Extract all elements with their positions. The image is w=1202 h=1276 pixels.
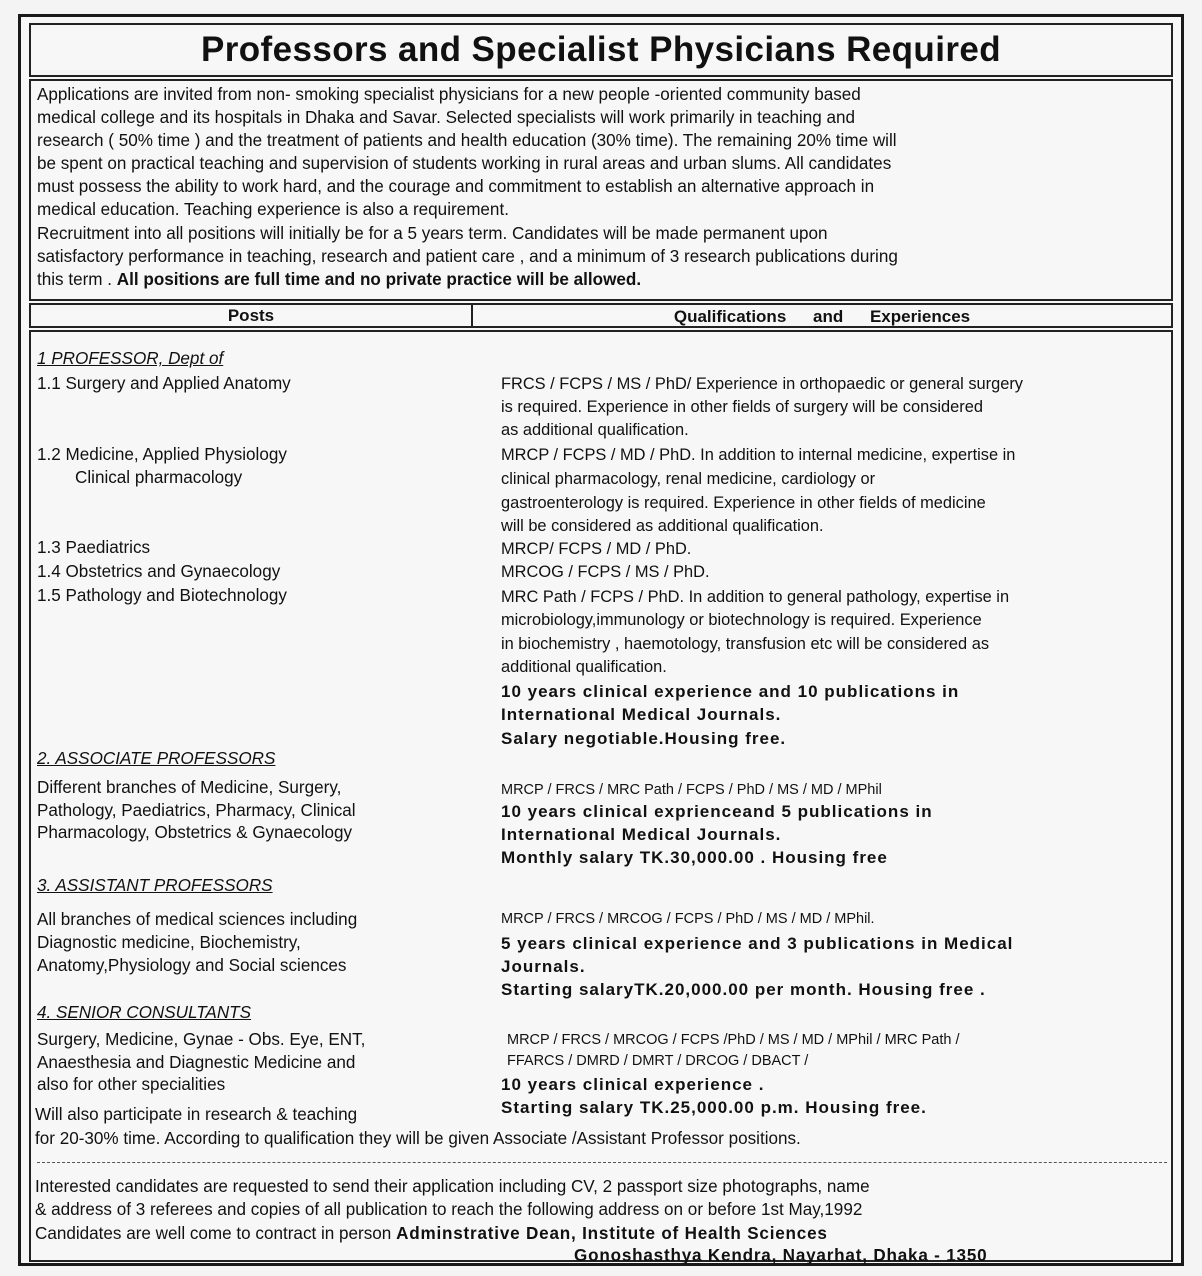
senior-note-1: Will also participate in research & teaching: [35, 1105, 358, 1124]
qual-surgery-3: as additional qualification.: [501, 421, 689, 439]
intro-line-last: [37, 268, 1165, 291]
assistant-posts-2: Diagnostic medicine, Biochemistry,: [37, 933, 301, 952]
title-box: [29, 23, 1173, 77]
assistant-posts-1: All branches of medical sciences including: [37, 910, 358, 929]
footer-address-1: Adminstrative Dean, Institute of Health Sciences: [396, 1224, 828, 1243]
assistant-requirement-2: Journals.: [501, 957, 586, 976]
assistant-posts-3: Anatomy,Physiology and Social sciences: [37, 956, 347, 975]
advertisement-frame: [18, 14, 1184, 1266]
senior-note-2: for 20-30% time. According to qualification they will be given Associate /Assistant Professor positions.: [35, 1129, 801, 1148]
table-header: [29, 303, 1173, 328]
footer-divider: [37, 1162, 1167, 1163]
post-obstetrics: 1.4 Obstetrics and Gynaecology: [37, 562, 281, 581]
associate-requirement-2: International Medical Journals.: [501, 825, 782, 844]
associate-requirement-1: 10 years clinical exprienceand 5 publications in: [501, 802, 933, 821]
qual-pathology-1: MRC Path / FCPS / PhD. In addition to general pathology, expertise in: [501, 588, 1010, 606]
qual-pathology-3: in biochemistry , haemotology, transfusion etc will be considered as: [501, 635, 990, 653]
associate-posts-3: Pharmacology, Obstetrics & Gynaecology: [37, 823, 353, 842]
qual-pathology-4: additional qualification.: [501, 658, 667, 676]
professor-heading: 1 PROFESSOR, Dept of: [37, 349, 224, 368]
qual-medicine-3: gastroenterology is required. Experience in other fields of medicine: [501, 494, 986, 512]
intro-term: this term .: [37, 269, 117, 289]
senior-heading: 4. SENIOR CONSULTANTS: [37, 1003, 252, 1022]
intro-paragraph: [29, 79, 1173, 301]
assistant-salary: Starting salaryTK.20,000.00 per month. Housing free .: [501, 980, 986, 999]
senior-posts-3: also for other specialities: [37, 1075, 226, 1094]
senior-qual-1: MRCP / FRCS / MRCOG / FCPS /PhD / MS / MD / MPhil / MRC Path /: [507, 1032, 960, 1048]
assistant-qual: MRCP / FRCS / MRCOG / FCPS / PhD / MS / MD / MPhil.: [501, 911, 875, 927]
qual-pathology-2: microbiology,immunology or biotechnology is required. Experience: [501, 611, 982, 629]
professor-salary: Salary negotiable.Housing free.: [501, 729, 787, 748]
footer-address-2: Gonoshasthya Kendra, Nayarhat, Dhaka - 1350: [574, 1246, 988, 1265]
senior-qual-2: FFARCS / DMRD / DMRT / DRCOG / DBACT /: [507, 1053, 809, 1069]
associate-posts-2: Pathology, Paediatrics, Pharmacy, Clinical: [37, 801, 356, 820]
senior-posts-1: Surgery, Medicine, Gynae - Obs. Eye, ENT,: [37, 1030, 366, 1049]
qual-medicine-2: clinical pharmacology, renal medicine, cardiology or: [501, 470, 876, 488]
assistant-requirement-1: 5 years clinical experience and 3 publications in Medical: [501, 934, 1014, 953]
associate-salary: Monthly salary TK.30,000.00 . Housing free: [501, 848, 888, 867]
post-pathology: 1.5 Pathology and Biotechnology: [37, 586, 287, 605]
senior-salary: Starting salary TK.25,000.00 p.m. Housing free.: [501, 1098, 927, 1117]
intro-line: medical education. Teaching experience is also a requirement.: [37, 200, 509, 220]
senior-requirement-1: 10 years clinical experience .: [501, 1075, 765, 1094]
professor-requirement-2: International Medical Journals.: [501, 705, 782, 724]
qualifications-header: Qualifications and Experiences: [673, 307, 971, 326]
qual-medicine-4: will be considered as additional qualification.: [501, 517, 824, 535]
associate-qual: MRCP / FRCS / MRC Path / FCPS / PhD / MS / MD / MPhil: [501, 782, 882, 798]
intro-line: be spent on practical teaching and supervision of students working in rural areas and urban slums. All candidates: [37, 154, 892, 174]
full-time-notice: All positions are full time and no private practice will be allowed.: [116, 269, 642, 289]
qual-medicine-1: MRCP / FCPS / MD / PhD. In addition to internal medicine, expertise in: [501, 446, 1016, 464]
post-surgery: 1.1 Surgery and Applied Anatomy: [37, 374, 291, 393]
footer-line-3: [35, 1223, 828, 1245]
qual-obstetrics: MRCOG / FCPS / MS / PhD.: [501, 563, 710, 581]
qual-surgery-2: is required. Experience in other fields of surgery will be considered: [501, 398, 983, 416]
qual-paediatrics: MRCP/ FCPS / MD / PhD.: [501, 540, 692, 558]
positions-table: [29, 330, 1173, 1265]
intro-line: Applications are invited from non- smoking specialist physicians for a new people -oriented community based: [37, 85, 861, 104]
qual-surgery-1: FRCS / FCPS / MS / PhD/ Experience in orthopaedic or general surgery: [501, 375, 1023, 393]
post-medicine: 1.2 Medicine, Applied Physiology: [37, 445, 287, 464]
associate-heading: 2. ASSOCIATE PROFESSORS: [37, 749, 276, 768]
intro-line: must possess the ability to work hard, and the courage and commitment to establish an alternative approach in: [37, 177, 875, 197]
intro-line: satisfactory performance in teaching, research and patient care , and a minimum of 3 research publications during: [37, 246, 898, 266]
assistant-heading: 3. ASSISTANT PROFESSORS: [37, 876, 273, 895]
associate-posts-1: Different branches of Medicine, Surgery,: [37, 778, 342, 797]
footer-contact-text: Candidates are well come to contract in person: [35, 1224, 397, 1243]
page-title: Professors and Specialist Physicians Required: [201, 30, 1001, 69]
intro-line: medical college and its hospitals in Dhaka and Savar. Selected specialists will work primarily in teaching and: [37, 108, 856, 128]
senior-posts-2: Anaesthesia and Diagnestic Medicine and: [37, 1053, 356, 1072]
footer-line-2: & address of 3 referees and copies of all publication to reach the following address on or before 1st May,1992: [35, 1200, 863, 1219]
footer-line-1: Interested candidates are requested to send their application including CV, 2 passport size photographs, name: [35, 1177, 870, 1196]
intro-line: research ( 50% time ) and the treatment of patients and health education (30% time). The remaining 20% time will: [37, 131, 897, 151]
post-medicine-2: Clinical pharmacology: [75, 468, 243, 487]
post-paediatrics: 1.3 Paediatrics: [37, 538, 151, 557]
intro-line: Recruitment into all positions will initially be for a 5 years term. Candidates will be made permanent upon: [37, 223, 828, 243]
posts-header: Posts: [31, 305, 473, 326]
professor-requirement-1: 10 years clinical experience and 10 publications in: [501, 682, 960, 701]
